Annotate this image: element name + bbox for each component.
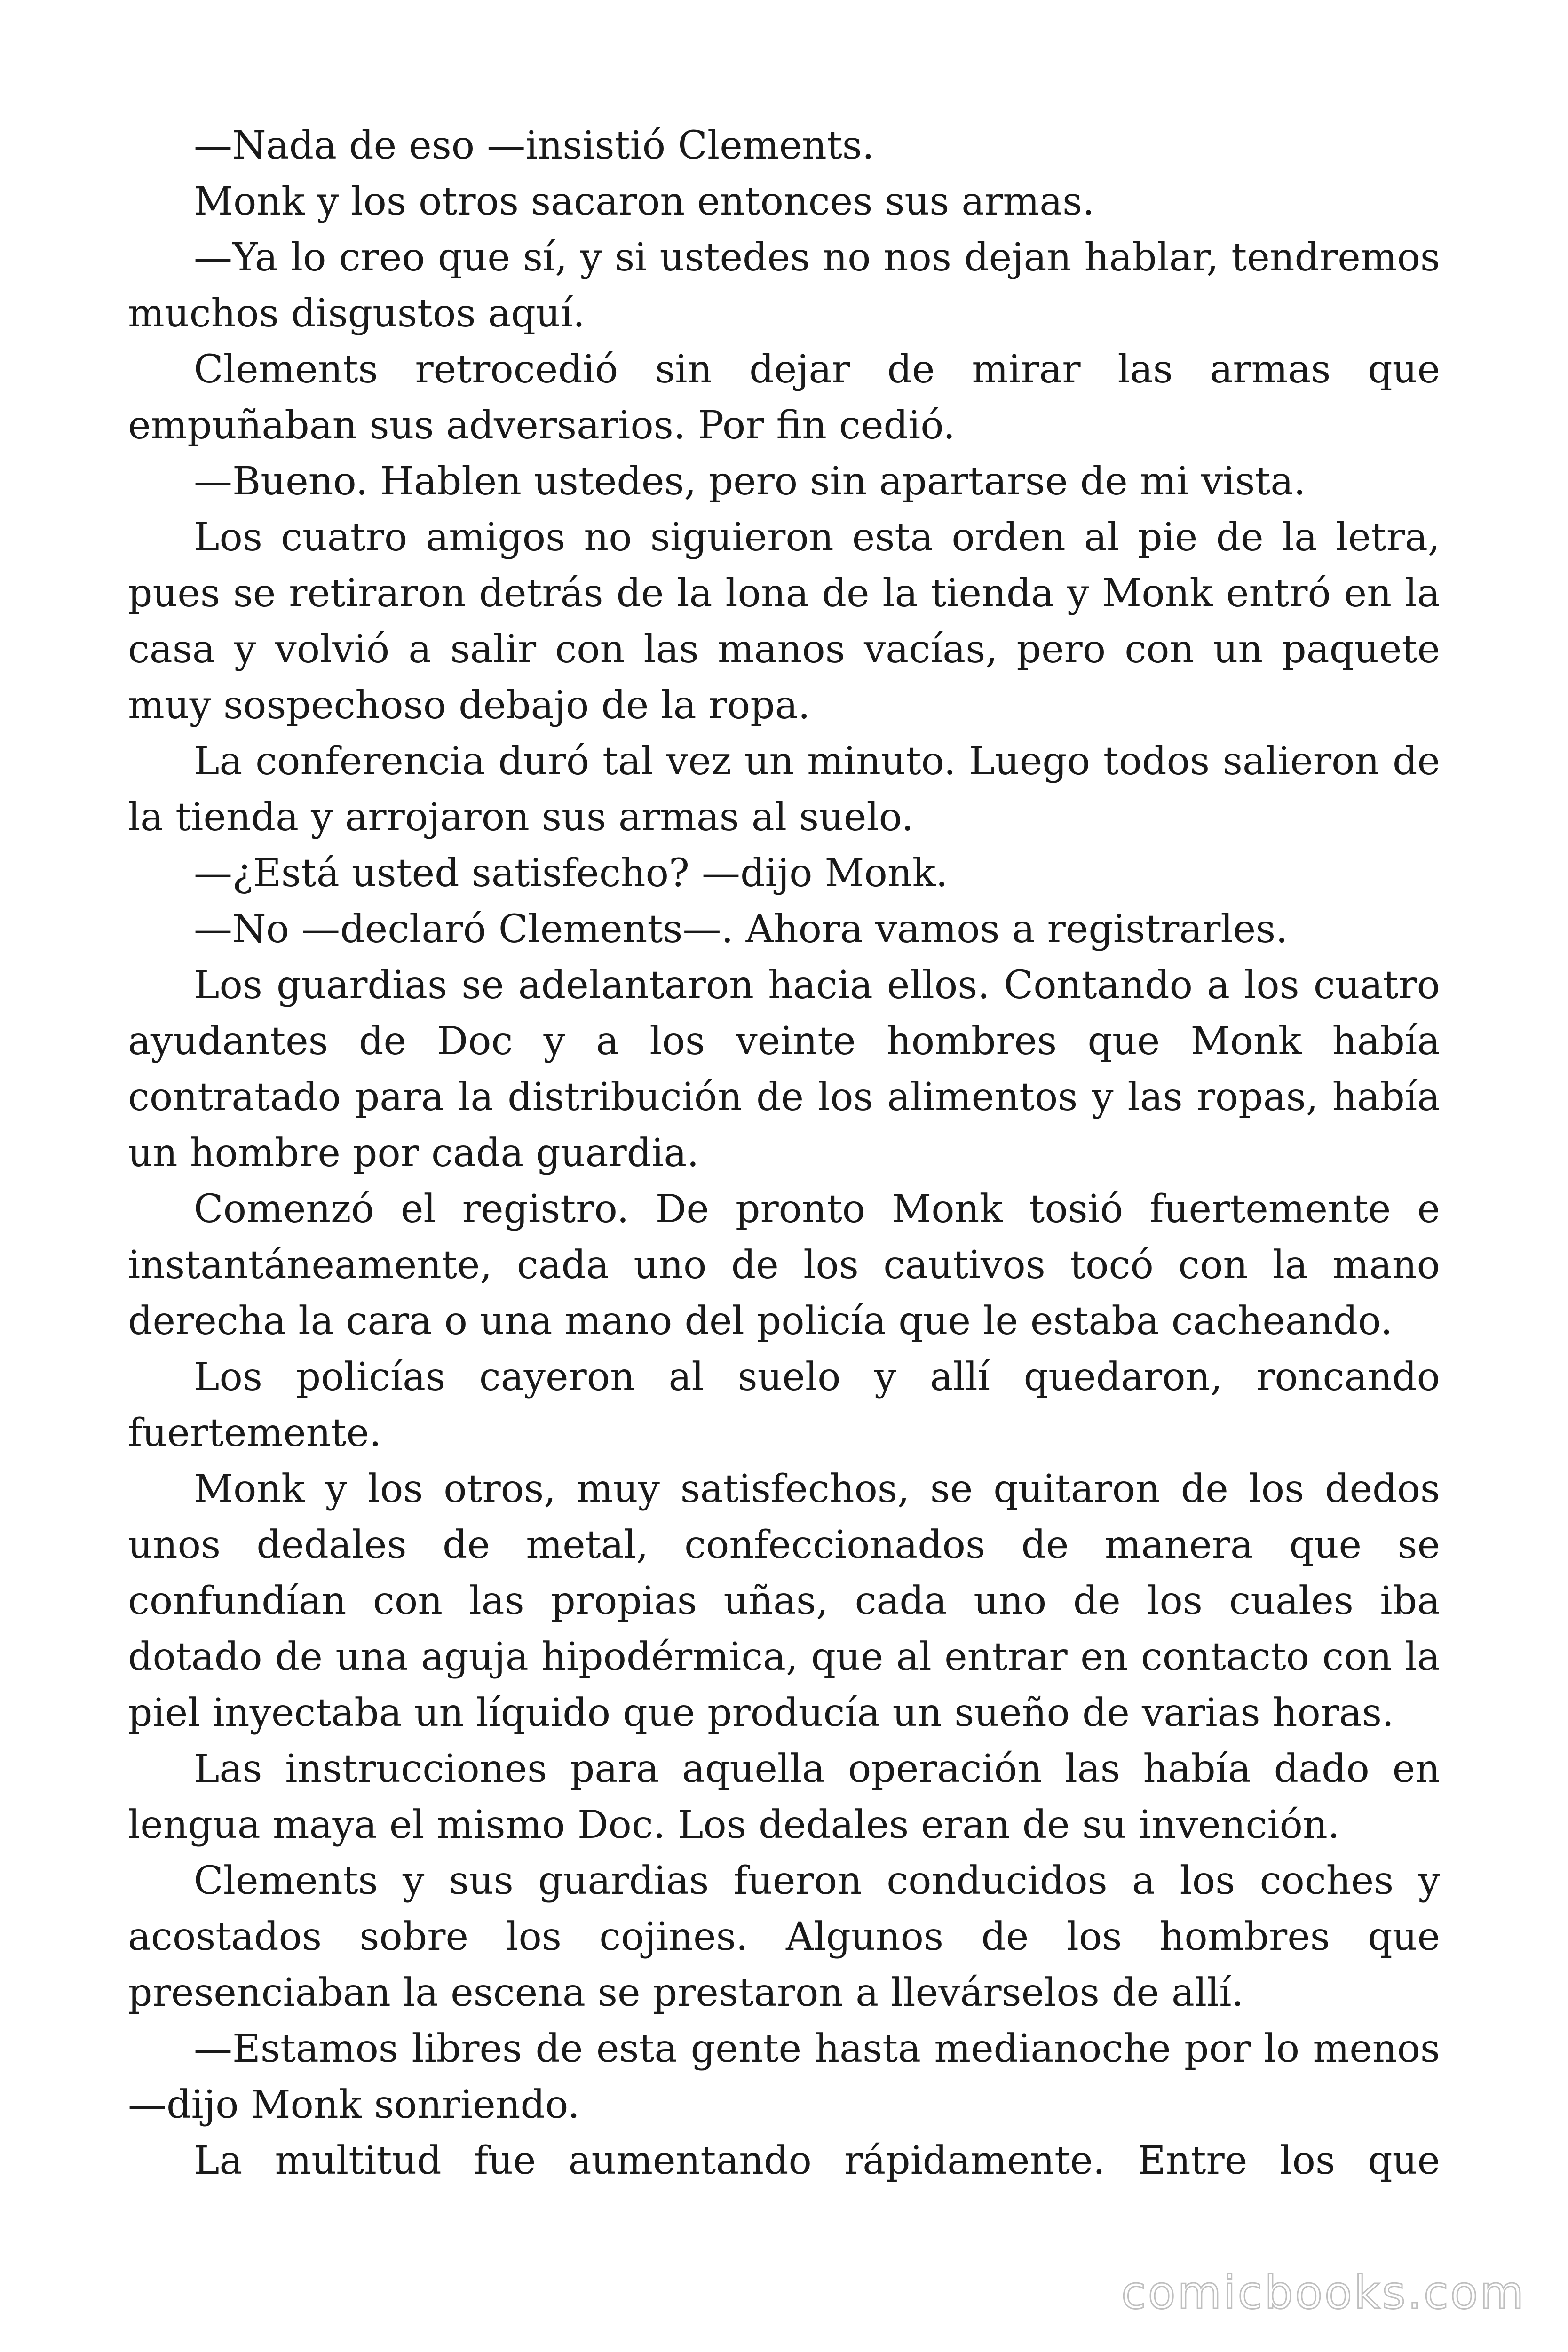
paragraph: —Bueno. Hablen ustedes, pero sin apartarse de mi vista. [194,459,1306,504]
paragraph: Clements y sus guardias fueron conducidos a los coches y acostados sobre los cojines. Algunos de los hombres que presenciaban la escena se prestaron a llevárselos de allí. [128,1859,1440,2015]
paragraph: Los policías cayeron al suelo y allí quedaron, roncando fuertemente. [128,1355,1440,1455]
paragraph: Monk y los otros, muy satisfechos, se quitaron de los dedos unos dedales de metal, confeccionados de manera que se confundían con las propias uñas, cada uno de los cuales iba dotado de una aguja hipodérmica, que al entrar en contacto con la piel inyectaba un líquido que producía un sueño de varias horas. [128,1467,1440,1735]
paragraph: Monk y los otros sacaron entonces sus armas. [194,179,1095,224]
paragraph: La multitud fue aumentando rápidamente. Entre los que [194,2138,1440,2183]
paragraph: Clements retrocedió sin dejar de mirar las armas que empuñaban sus adversarios. Por fin cedió. [128,347,1440,448]
page-body-text [128,118,1440,2189]
paragraph: Las instrucciones para aquella operación las había dado en lengua maya el mismo Doc. Los dedales eran de su invención. [128,1747,1440,1847]
paragraph: —Nada de eso —insistió Clements. [194,123,874,168]
paragraph: —Estamos libres de esta gente hasta medianoche por lo menos —dijo Monk sonriendo. [128,2026,1440,2127]
paragraph: Comenzó el registro. De pronto Monk tosió fuertemente e instantáneamente, cada uno de los cautivos tocó con la mano derecha la cara o una mano del policía que le estaba cacheando. [128,1187,1440,1343]
paragraph: —¿Está usted satisfecho? —dijo Monk. [194,851,948,896]
paragraph: —No —declaró Clements—. Ahora vamos a registrarles. [194,907,1288,952]
paragraph: —Ya lo creo que sí, y si ustedes no nos dejan hablar, tendremos muchos disgustos aquí. [128,235,1440,336]
watermark: comicbooks.com [1121,2266,1526,2319]
paragraph: La conferencia duró tal vez un minuto. Luego todos salieron de la tienda y arrojaron sus armas al suelo. [128,739,1440,840]
paragraph: Los cuatro amigos no siguieron esta orden al pie de la letra, pues se retiraron detrás de la lona de la tienda y Monk entró en la casa y volvió a salir con las manos vacías, pero con un paquete muy sospechoso debajo de la ropa. [128,515,1440,728]
paragraph: Los guardias se adelantaron hacia ellos. Contando a los cuatro ayudantes de Doc y a los veinte hombres que Monk había contratado para la distribución de los alimentos y las ropas, había un hombre por cada guardia. [128,963,1440,1176]
